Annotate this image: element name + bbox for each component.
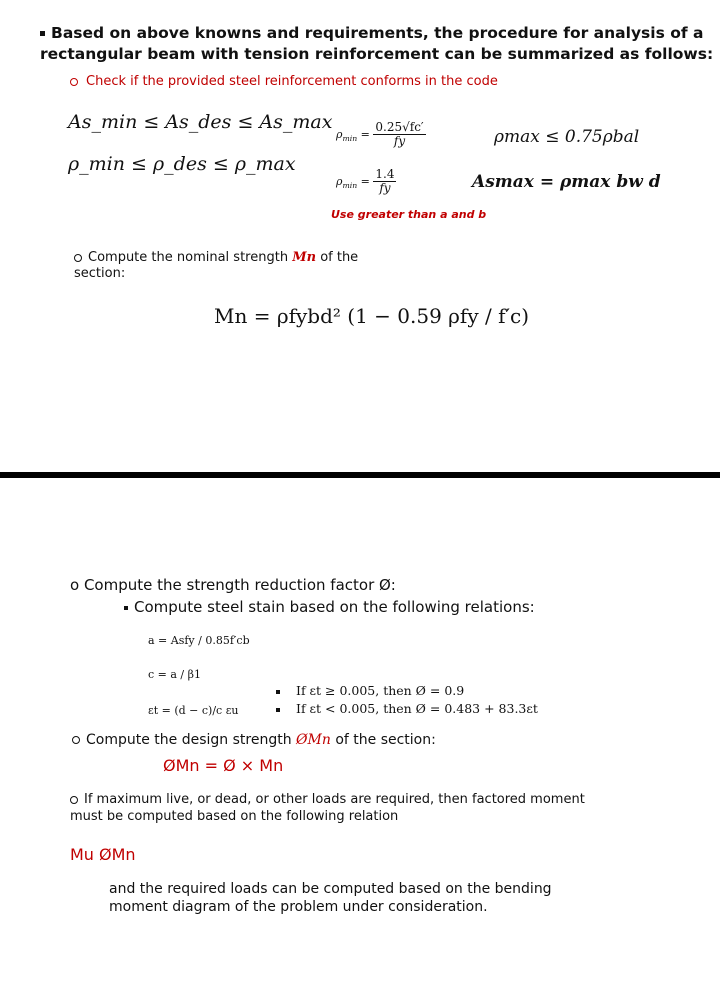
et-equation: εt = (d − c)/c εu	[148, 704, 239, 717]
square-bullet-icon	[276, 708, 280, 712]
nominal-strength-item: Compute the nominal strength Mn of the	[74, 250, 358, 265]
nominal-strength-item-cont: section:	[74, 266, 126, 281]
square-bullet-icon	[276, 690, 280, 694]
design-strength-item: Compute the design strength ØMn of the section:	[72, 732, 436, 748]
circle-bullet-icon	[70, 796, 78, 804]
rho-max-equation: ρmax ≤ 0.75ρbal	[494, 127, 640, 147]
heading-line-1: Based on above knowns and requirements, the procedure for analysis of a	[40, 24, 703, 42]
required-loads-line-1: and the required loads can be computed based on the bending	[109, 881, 552, 897]
required-loads-line-2: moment diagram of the problem under consideration.	[109, 899, 488, 915]
circle-bullet-icon	[74, 254, 82, 262]
use-greater-note: Use greater than a and b	[331, 208, 487, 221]
reduction-factor-item: o Compute the strength reduction factor Ø:	[70, 576, 396, 594]
condition-2: If εt < 0.005, then Ø = 0.483 + 83.3εt	[276, 701, 538, 716]
as-max-equation: Asmax = ρmax bw d	[472, 172, 661, 192]
factored-moment-item-cont: must be computed based on the following relation	[70, 809, 399, 824]
as-inequality: As_min ≤ As_des ≤ As_max	[68, 111, 333, 133]
mu-relation: Mu ØMn	[70, 845, 136, 864]
mn-equation: Mn = ρfybd² (1 − 0.59 ρfy / f′c)	[214, 304, 530, 328]
condition-1: If εt ≥ 0.005, then Ø = 0.9	[276, 683, 464, 698]
circle-bullet-icon	[72, 736, 80, 744]
square-bullet-icon	[40, 31, 45, 36]
heading-line-2: rectangular beam with tension reinforcement can be summarized as follows:	[40, 45, 714, 63]
a-equation: a = Asfy / 0.85f′cb	[148, 634, 250, 647]
circle-bullet-icon	[70, 78, 78, 86]
rho-min-formula-a: $\rho_{min}$ = $\frac{0.25√fc'}{fy}$	[336, 120, 424, 149]
rho-inequality: ρ_min ≤ ρ_des ≤ ρ_max	[68, 153, 296, 175]
square-bullet-icon	[124, 606, 128, 610]
c-equation: c = a / β1	[148, 668, 201, 681]
steel-strain-item: Compute steel stain based on the following relations:	[124, 598, 535, 616]
check-code-item: Check if the provided steel reinforcement conforms in the code	[70, 74, 498, 89]
rho-min-formula-b: $\rho_{min}$ = $\frac{1.4}{fy}$	[336, 167, 395, 196]
design-equation: ØMn = Ø × Mn	[163, 756, 284, 775]
factored-moment-item: If maximum live, or dead, or other loads are required, then factored moment	[70, 792, 585, 807]
section-divider	[0, 472, 720, 478]
